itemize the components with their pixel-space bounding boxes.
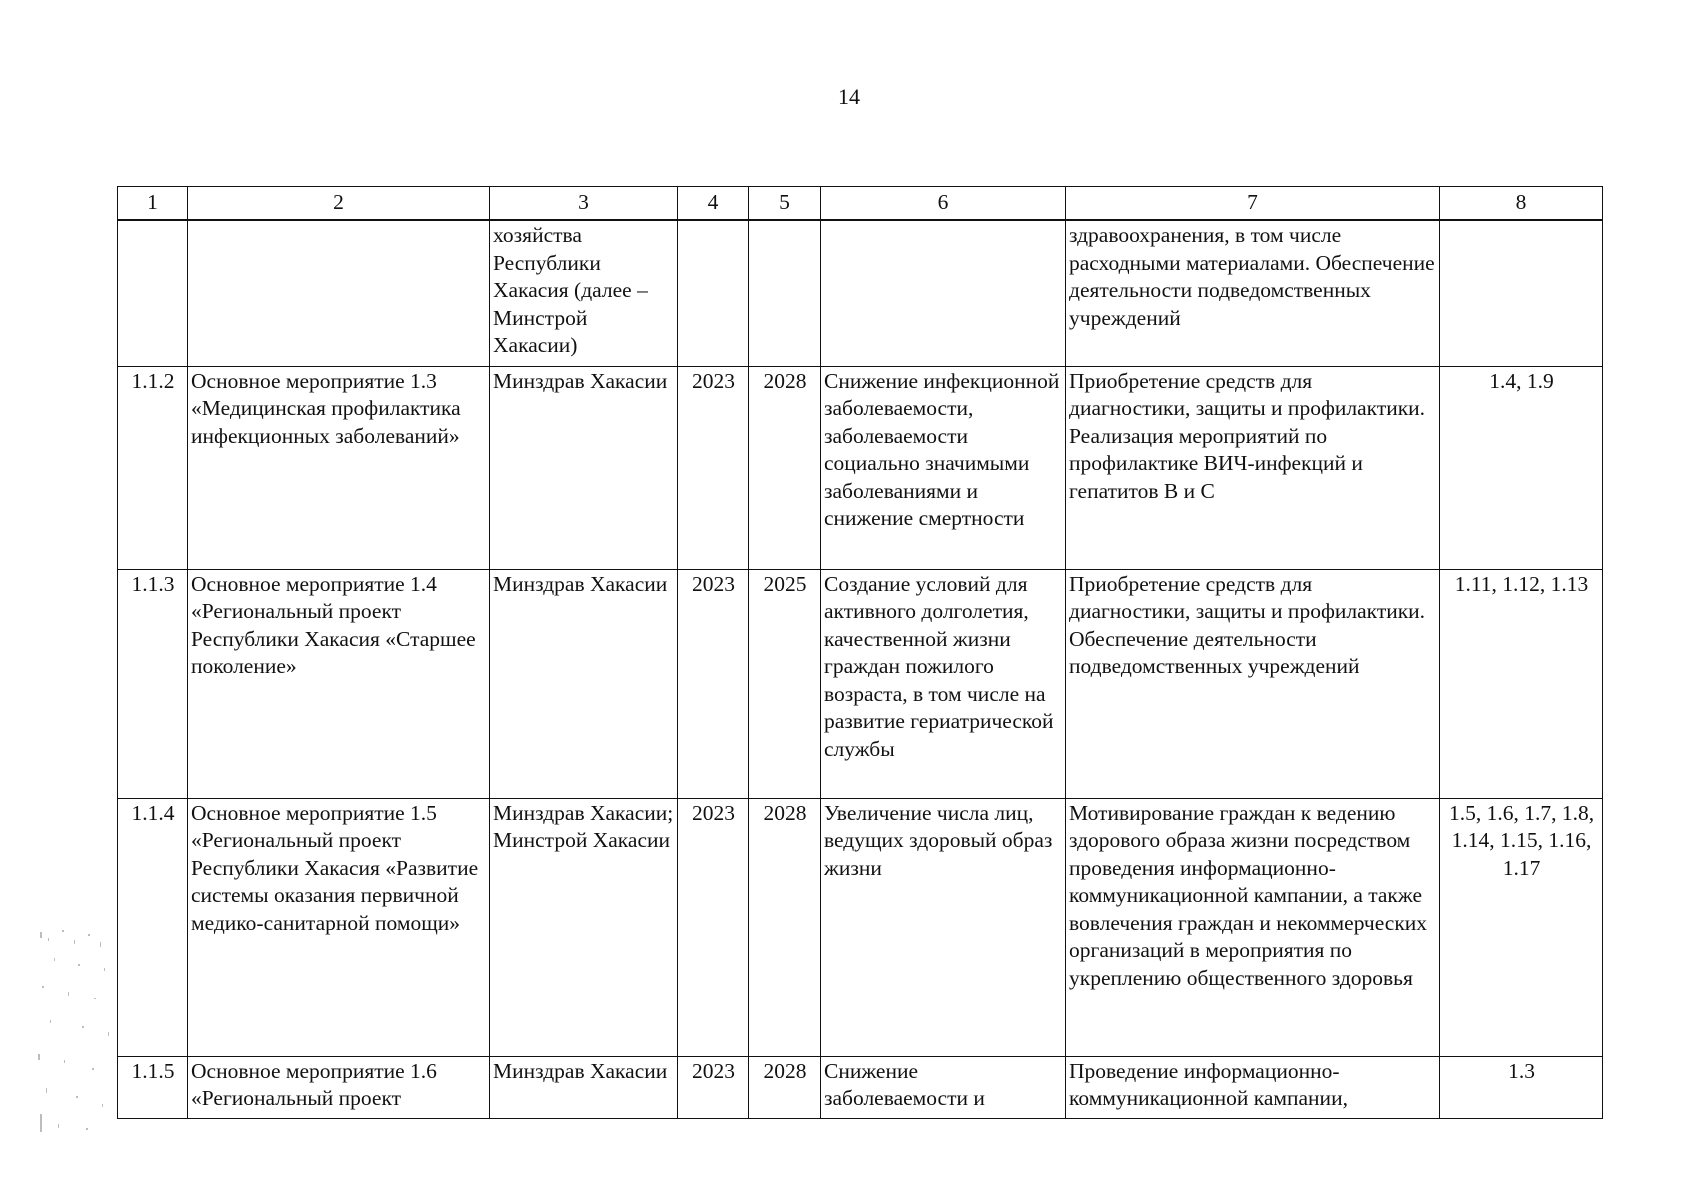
start-year: 2023 — [678, 1056, 749, 1118]
table-header-row — [118, 187, 1603, 221]
responsible-executor: Минздрав Хакасии — [490, 569, 678, 798]
activity-name: Основное мероприятие 1.4 «Региональный проект Республики Хакасия «Старшее поколение» — [188, 569, 490, 798]
implementation-directions: здравоохранения, в том числе расходными материалами. Обеспечение деятельности подведомственных учреждений — [1066, 220, 1440, 366]
column-header: 7 — [1066, 187, 1440, 221]
implementation-directions: Проведение информационно-коммуникационной кампании, — [1066, 1056, 1440, 1118]
activities-table — [117, 186, 1603, 1119]
column-header: 6 — [821, 187, 1066, 221]
column-header: 5 — [749, 187, 821, 221]
responsible-executor: хозяйства Республики Хакасия (далее – Минстрой Хакасии) — [490, 220, 678, 366]
end-year: 2028 — [749, 366, 821, 569]
row-number: 1.1.4 — [118, 798, 188, 1056]
indicators: 1.3 — [1440, 1056, 1603, 1118]
indicators: 1.4, 1.9 — [1440, 366, 1603, 569]
expected-result: Увеличение числа лиц, ведущих здоровый образ жизни — [821, 798, 1066, 1056]
expected-result: Создание условий для активного долголетия, качественной жизни граждан пожилого возраста, в том числе на развитие гериатрической службы — [821, 569, 1066, 798]
expected-result: Снижение инфекционной заболеваемости, заболеваемости социально значимыми заболеваниями и снижение смертности — [821, 366, 1066, 569]
column-header: 8 — [1440, 187, 1603, 221]
table-row — [118, 569, 1603, 798]
start-year — [678, 220, 749, 366]
activity-name: Основное мероприятие 1.3 «Медицинская профилактика инфекционных заболеваний» — [188, 366, 490, 569]
column-header: 4 — [678, 187, 749, 221]
page-number: 14 — [838, 84, 860, 109]
table-row — [118, 798, 1603, 1056]
responsible-executor: Минздрав Хакасии — [490, 1056, 678, 1118]
table-row — [118, 1056, 1603, 1118]
expected-result: Снижение заболеваемости и — [821, 1056, 1066, 1118]
indicators — [1440, 220, 1603, 366]
responsible-executor: Минздрав Хакасии; Минстрой Хакасии — [490, 798, 678, 1056]
table-row — [118, 220, 1603, 366]
table-row — [118, 366, 1603, 569]
start-year: 2023 — [678, 366, 749, 569]
column-header: 1 — [118, 187, 188, 221]
row-number — [118, 220, 188, 366]
implementation-directions: Приобретение средств для диагностики, защиты и профилактики. Обеспечение деятельности подведомственных учреждений — [1066, 569, 1440, 798]
expected-result — [821, 220, 1066, 366]
column-header: 3 — [490, 187, 678, 221]
activity-name — [188, 220, 490, 366]
indicators: 1.5, 1.6, 1.7, 1.8, 1.14, 1.15, 1.16, 1.17 — [1440, 798, 1603, 1056]
scan-noise-marks — [34, 928, 124, 1138]
end-year: 2028 — [749, 1056, 821, 1118]
implementation-directions: Мотивирование граждан к ведению здорового образа жизни посредством проведения информационно-коммуникационной кампании, а также вовлечения граждан и некоммерческих организаций в мероприятия по укреплению общественного здоровья — [1066, 798, 1440, 1056]
start-year: 2023 — [678, 569, 749, 798]
indicators: 1.11, 1.12, 1.13 — [1440, 569, 1603, 798]
column-header: 2 — [188, 187, 490, 221]
implementation-directions: Приобретение средств для диагностики, защиты и профилактики. Реализация мероприятий по профилактике ВИЧ-инфекций и гепатитов В и С — [1066, 366, 1440, 569]
row-number: 1.1.5 — [118, 1056, 188, 1118]
activity-name: Основное мероприятие 1.5 «Региональный проект Республики Хакасия «Развитие системы оказания первичной медико-санитарной помощи» — [188, 798, 490, 1056]
activity-name: Основное мероприятие 1.6 «Региональный проект — [188, 1056, 490, 1118]
end-year: 2025 — [749, 569, 821, 798]
row-number: 1.1.3 — [118, 569, 188, 798]
responsible-executor: Минздрав Хакасии — [490, 366, 678, 569]
end-year: 2028 — [749, 798, 821, 1056]
end-year — [749, 220, 821, 366]
start-year: 2023 — [678, 798, 749, 1056]
row-number: 1.1.2 — [118, 366, 188, 569]
